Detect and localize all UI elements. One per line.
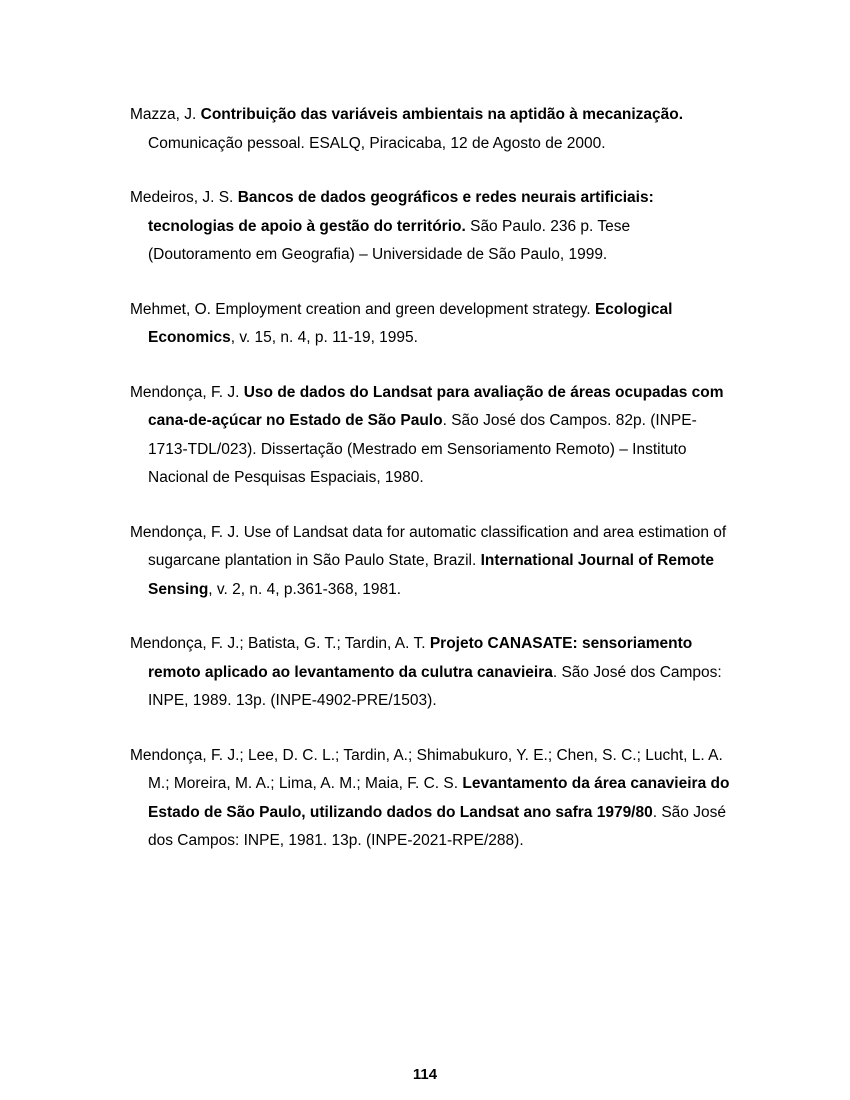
reference-entry: [130, 101, 730, 158]
reference-text: Mendonça, F. J.; Batista, G. T.; Tardin, A. T.: [130, 635, 430, 652]
reference-title-text: Ecological Economics: [148, 300, 673, 346]
reference-entry: [130, 296, 730, 353]
reference-title-text: Projeto CANASATE: sensoriamento remoto aplicado ao levantamento da culutra canavieira: [148, 635, 693, 681]
reference-entry: [130, 630, 730, 716]
reference-entry: [130, 519, 730, 605]
reference-text: Mendonça, F. J. Use of Landsat data for automatic classification and area estimation of sugarcane plantation in São Paulo State, Brazil.: [130, 523, 727, 569]
reference-title-text: International Journal of Remote Sensing: [148, 552, 714, 598]
reference-text: Comunicação pessoal. ESALQ, Piracicaba, 12 de Agosto de 2000.: [148, 134, 606, 152]
reference-text: Mendonça, F. J.: [130, 383, 244, 401]
reference-list: [130, 101, 730, 882]
reference-entry: [130, 379, 730, 493]
reference-text: Mendonça, F. J.; Lee, D. C. L.; Tardin, A.; Shimabukuro, Y. E.; Chen, S. C.; Lucht, L. A. M.; Moreira, M. A.; Lima, A. M.; Maia, F. C. S.: [130, 746, 723, 792]
reference-text: Mazza, J.: [130, 106, 201, 123]
reference-text: Mehmet, O. Employment creation and green development strategy.: [130, 300, 595, 318]
reference-text: . São José dos Campos. 82p. (INPE-1713-TDL/023). Dissertação (Mestrado em Sensoriamento Remoto) – Instituto Nacional de Pesquisas Espaciais, 1980.: [148, 412, 697, 486]
reference-text: . São José dos Campos: INPE, 1981. 13p. (INPE-2021-RPE/288).: [148, 803, 726, 849]
reference-title-text: Levantamento da área canavieira do Estado de São Paulo, utilizando dados do Landsat ano safra 1979/80: [148, 775, 730, 821]
reference-text: , v. 15, n. 4, p. 11-19, 1995.: [230, 329, 418, 346]
reference-entry: [130, 184, 730, 270]
reference-text: . São José dos Campos: INPE, 1989. 13p. (INPE-4902-PRE/1503).: [148, 663, 722, 709]
reference-title-text: Uso de dados do Landsat para avaliação de áreas ocupadas com cana-de-açúcar no Estado de São Paulo: [148, 383, 724, 429]
page-number: 114: [412, 1066, 438, 1083]
reference-title-text: Bancos de dados geográficos e redes neurais artificiais: tecnologias de apoio à gestão do território.: [148, 189, 654, 235]
reference-text: , v. 2, n. 4, p.361-368, 1981.: [208, 580, 402, 598]
reference-entry: [130, 742, 730, 856]
reference-title-text: Contribuição das variáveis ambientais na aptidão à mecanização.: [200, 106, 684, 123]
reference-text: São Paulo. 236 p. Tese (Doutoramento em Geografia) – Universidade de São Paulo, 1999.: [148, 217, 631, 263]
reference-text: Medeiros, J. S.: [130, 189, 238, 206]
